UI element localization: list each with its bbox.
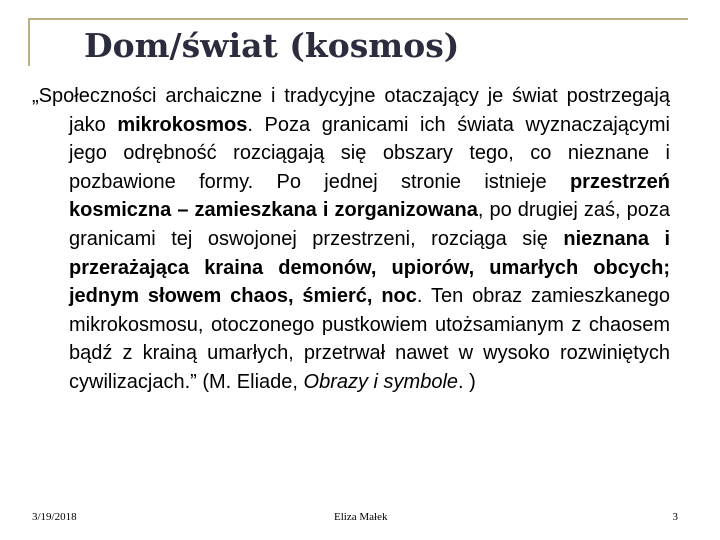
quote-segment: , po drugiej zaś, poza granicami tej oswojonej przestrzeni, rozciąga się: [69, 199, 670, 250]
quote-segment-italic: Obrazy i symbole: [303, 370, 459, 393]
quote-segment-bold: przestrzeń kosmiczna – zamieszkana i zorganizowana: [69, 170, 670, 222]
quote-segment: „Społeczności archaiczne i tradycyjne otaczający je świat postrzegają jako: [32, 85, 670, 136]
footer-page-number: 3: [672, 511, 678, 523]
title-rule-horizontal: [28, 18, 688, 20]
footer-author: Eliza Małek: [334, 511, 388, 523]
quote-paragraph: [32, 82, 670, 397]
quote-segment: . Ten obraz zamieszkanego mikrokosmosu, otoczonego pustkowiem utożsamianym z chaosem bądź z krainą umarłych, przetrwał nawet w wysoko rozwiniętych cywilizacjach.” (M. Eliade,: [69, 285, 671, 393]
title-rule-vertical: [28, 18, 30, 66]
quote-segment: . Poza granicami ich świata wyznaczającymi jego odrębność rozciągają się obszary tego, co nieznane i pozbawione formy. Po jednej stronie istnieje: [69, 113, 670, 193]
quote-segment-bold: nieznana i przerażająca kraina demonów, upiorów, umarłych obcych; jednym słowem chaos, śmierć, noc: [69, 227, 670, 308]
quote-segment-bold: mikrokosmos: [117, 113, 248, 136]
footer-date: 3/19/2018: [32, 511, 77, 523]
slide-title: Dom/świat (kosmos): [84, 26, 460, 65]
quote-segment: . ): [458, 370, 476, 393]
